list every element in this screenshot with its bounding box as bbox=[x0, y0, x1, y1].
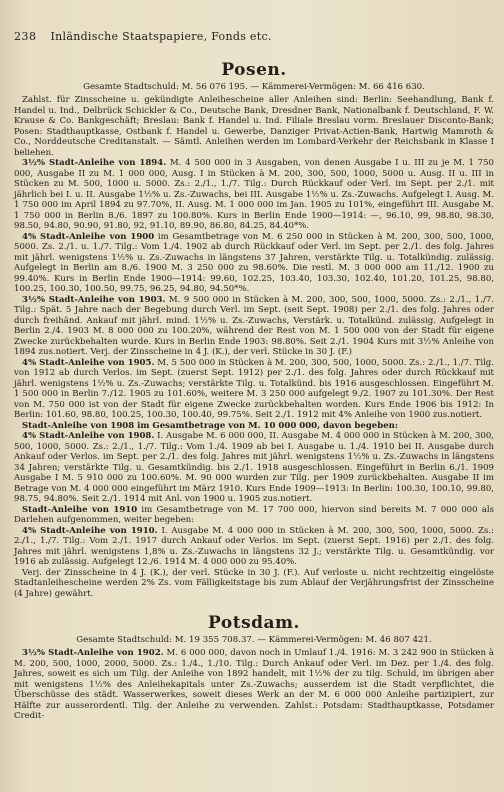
loan-1910-intro-heading: Stadt-Anleihe von 1910 bbox=[22, 504, 138, 515]
loan-1894-heading: 3½% Stadt-Anleihe von 1894. bbox=[22, 158, 167, 168]
loan-1908-text: I. Ausgabe M. 6 000 000, II. Ausgabe M. 4 000 000 in Stücken à M. 200, 300, 500, 1000, 5000. Zs.: 2./1., 1./7. Tilg.: Vom 1./4. 1909 ab bei I. Ausgabe u. 1./4. 1910 bei II. Ausgabe durch Ankauf oder Verlos. im Sept. per 2./1. des folg. Jahres mit jährl. wenigstens 1½% u. Zs.-Zuwachs in längstens 34 Jahren; verstärkte Tilg. u. Gesamtkündig. bis 2./1. 1918 ausgeschlossen. Eingeführt in Berlin 6./1. 1909 Ausgabe I M. 5 910 000 zu 100.60%. M. 90 000 wurden zur Tilg. per 1909 zurückbehalten. Ausgabe II im Betrage von M. 4 000 000 eingeführt im März 1910. Kurs Ende 1909—1913: In Berlin: 100.30, 100.10, 99.80, 98.75, 94.80%. Seit 2./1. 1914 mit Anl. von 1900 u. 1905 zus.notiert. bbox=[14, 431, 495, 504]
posen-intro-paragraph: Zahlst. für Zinsscheine u. gekündigte Anleihescheine aller Anleihen sind: Berlin: Seehandlung, Bank f. Handel u. Ind., Delbrück Schickler & Co., Deutsche Bank, Dresdner Bank, Nationalbank f. Deutschland, F. W. Krause & Co. Bankgeschäft; Breslau: Bank f. Handel u. Ind. Filiale Breslau vorm. Breslauer Disconto-Bank; Posen: Stadthauptkasse, Ostbank f. Handel u. Gewerbe, Danziger Privat-Actien-Bank, Hartwig Mamroth & Co., Norddeutsche Creditanstalt. — Sämtl. Anleihen werden im Lombard-Verkehr der Reichsbank in Klasse I beliehen. bbox=[14, 95, 494, 158]
loan-1903-heading: 3½% Stadt-Anleihe von 1903. bbox=[22, 294, 166, 305]
page-header bbox=[14, 30, 494, 46]
section-title-posen: Posen. bbox=[221, 60, 287, 80]
loan-1900-text: im Gesamtbetrage von M. 6 250 000 in Stücken à M. 200, 300, 500, 1000, 5000. Zs. 2./1. u. 1./7. Tilg.: Vom 1./4. 1902 ab durch Rückkauf oder Verl. im Sept. per 2./1. des folg. Jahres mit jährl. wenigstens 1½% u. Zs.-Zuwachs in längstens 37 Jahren, verstärkte Tilg. u. Totalkündig. zulässig. Aufgelegt in Berlin am 8./6. 1900 M. 3 250 000 zu 98.60%. Die restl. M. 3 000 000 am 11./12. 1900 zu 99.40%. Kurs in Berlin Ende 1900—1914: 99.60, 102.25, 103.40, 103.30, 102.40, 101.20, 101.25, 98.80, 100.25, 100.30, 100.50, 99.75, 96.25, 94.80, 94.50*%. bbox=[14, 231, 494, 294]
running-title: Inländische Staatspapiere, Fonds etc. bbox=[50, 30, 272, 43]
loan-1910-intro bbox=[14, 505, 494, 526]
loan-1905-text: M. 5 500 000 in Stücken à M. 200, 300, 500, 1000, 5000. Zs.: 2./1., 1./7. Tilg. von 1912 ab durch Verlos. im Sept. (zuerst Sept. 1912) per 2./1. des folg. Jahres oder durch Rückkauf mit jährl. wenigstens 1½% u. Zs.-Zuwachs; verstärkte Tilg. u. Totalkünd. bis 1916 ausgeschlossen. Eingeführt M. 1 500 000 in Berlin 7./12. 1905 zu 101.60%, weitere M. 3 250 000 aufgelegt 9./2. 1907 zu 101.30%. Der Rest von M. 750 000 ist von der Stadt für eigene Zwecke zurückbehalten worden. Kurs Ende 1906 bis 1912: In Berlin: 101.60, 98.80, 100.25, 100.30, 100.40, 99.75%. Seit 2./1. 1912 mit 4% Anleihe von 1900 zus.notiert. bbox=[14, 357, 494, 420]
loan-1894-paragraph bbox=[14, 158, 494, 232]
section-title-potsdam: Potsdam. bbox=[208, 613, 300, 633]
posen-summary: Gesamte Stadtschuld: M. 56 076 195. — Kämmerei-Vermögen: M. 66 416 630. bbox=[83, 82, 425, 92]
loan-1910-heading: 4% Stadt-Anleihe von 1910. bbox=[22, 525, 158, 536]
loan-1900-paragraph bbox=[14, 232, 494, 295]
loan-1902-text: M. 6 000 000, davon noch in Umlauf 1./4. 1916: M. 3 242 900 in Stücken à M. 200, 500, 1000, 2000, 5000. Zs.: 1./4., 1./10. Tilg.: Durch Ankauf oder Verl. im Dez. per 1./4. des folg. Jahres, soweit es sich um Tilg. der Anleihe von 1892 handelt, mit 1½% der zu tilg. Schuld, im übrigen aber mit wenigstens 1½% des Anleihekapitals unter Zs.-Zuwachs; ausserdem ist die Stadt verpflichtet, die Überschüsse des städt. Wasserwerkes, soweit dieses Werk an der M. 6 000 000 Anleihe partizipiert, zur Hälfte zur ausserordentl. Tilg. der Anleihe zu verwenden. Zahlst.: Potsdam: Stadthauptkasse, Potsdamer Credit- bbox=[14, 648, 494, 721]
page-number: 238 bbox=[14, 30, 37, 43]
loan-1902-paragraph bbox=[14, 648, 494, 722]
loan-1905-heading: 4% Stadt-Anleihe von 1905. bbox=[22, 357, 155, 368]
loan-1903-text: M. 9 500 000 in Stücken à M. 200, 300, 500, 1000, 5000. Zs.: 2./1., 1./7. Tilg.: Spät. 5 Jahre nach der Begebung durch Verl. im Sept. (seit Sept. 1908) per 2./1. des folg. Jahres oder durch freihänd. Ankauf mit jährl. mind. 1½% u. Zs.-Zuwachs, Verstärk. u. Totalkünd. zulässig. Aufgelegt in Berlin 2./4. 1903 M. 8 000 000 zu 100.20%, während der Rest von M. 1 500 000 von der Stadt für eigene Zwecke zurückbehalten wurde. Kurs in Berlin Ende 1903: 98.80%. Seit 2./1. 1904 Kurs mit 3½% Anleihe von 1894 zus.notiert. Verj. der Zinsscheine in 4 J. (K.), der verl. Stücke in 30 J. (F.) bbox=[14, 294, 494, 357]
loan-1908-heading: 4% Stadt-Anleihe von 1908. bbox=[22, 431, 155, 441]
loan-1903-paragraph bbox=[14, 295, 494, 358]
loan-1908-paragraph bbox=[14, 431, 494, 505]
loan-1902-heading: 3½% Stadt-Anleihe von 1902. bbox=[22, 648, 164, 658]
loan-1908-intro: Stadt-Anleihe von 1908 im Gesamtbetrage von M. 10 000 000, davon begeben: bbox=[22, 420, 399, 431]
loan-1910-intro-text: im Gesamtbetrage von M. 17 700 000, hiervon sind bereits M. 7 000 000 als Darlehen aufgenommen, weiter begeben: bbox=[14, 504, 494, 525]
posen-verjaehrung-paragraph: Verj. der Zinsscheine in 4 J. (K.), der verl. Stücke in 30 J. (F.). Auf verloste u. nicht rechtzeitig eingelöste Stadtanleihescheine werden 2% Zs. vom Fälligkeitstage bis zum Ablauf der Verjährungsfrist der Zinsscheine (4 Jahre) gewährt. bbox=[14, 567, 494, 599]
loan-1905-paragraph bbox=[14, 358, 494, 421]
potsdam-summary: Gesamte Stadtschuld: M. 19 355 708.37. — Kämmerei-Vermögen: M. 46 807 421. bbox=[76, 635, 432, 645]
loan-1900-heading: 4% Stadt-Anleihe von 1900 bbox=[22, 231, 155, 242]
loan-1910-text: I. Ausgabe M. 4 000 000 in Stücken à M. 200, 300, 500, 1000, 5000. Zs.: 2./1., 1./7. Tilg.: Vom 2./1. 1917 durch Ankauf oder Verlos. im Sept. (zuerst Sept. 1916) per 2./1. des folg. Jahres mit jährl. wenigstens 1,8% u. Zs.-Zuwachs in längstens 32 J.; verstärkte Tilg. u. Gesamtkündig. vor 1916 ab zulässig. Aufgelegt 12./6. 1914 M. 4 000 000 zu 95.40%. bbox=[14, 525, 494, 567]
loan-1910-paragraph bbox=[14, 526, 494, 568]
loan-1894-text: M. 4 500 000 in 3 Ausgaben, von denen Ausgabe I u. III zu je M. 1 750 000, Ausgabe II zu M. 1 000 000, Ausg. I in Stücken à M. 200, 300, 500, 1000, 5000 u. Ausg. II u. III in Stücken zu M. 500, 1000 u. 5000. Zs.: 2./1., 1./7. Tilg.: Durch Rückkauf oder Verl. im Sept. per 2./1. mit jährlich bei I. u. II. Ausgabe 1½% u. Zs.-Zuwachs, bei III. Ausgabe 1½% u. Zs.-Zuwachs. Aufgelegt I. Ausg. M. 1 750 000 im April 1894 zu 97.70%, II. Ausg. M. 1 000 000 im Jan. 1905 zu 101%, eingeführt III. Ausgabe M. 1 750 000 in Berlin 8./6. 1897 zu 100.80%. Kurs in Berlin Ende 1900—1914: —, 96.10, 99, 98.80, 98.30, 98.50, 94.80, 90.90, 91.80, 92, 91.10, 89.90, 86.80, 84.25, 84.40*%. bbox=[14, 158, 494, 231]
